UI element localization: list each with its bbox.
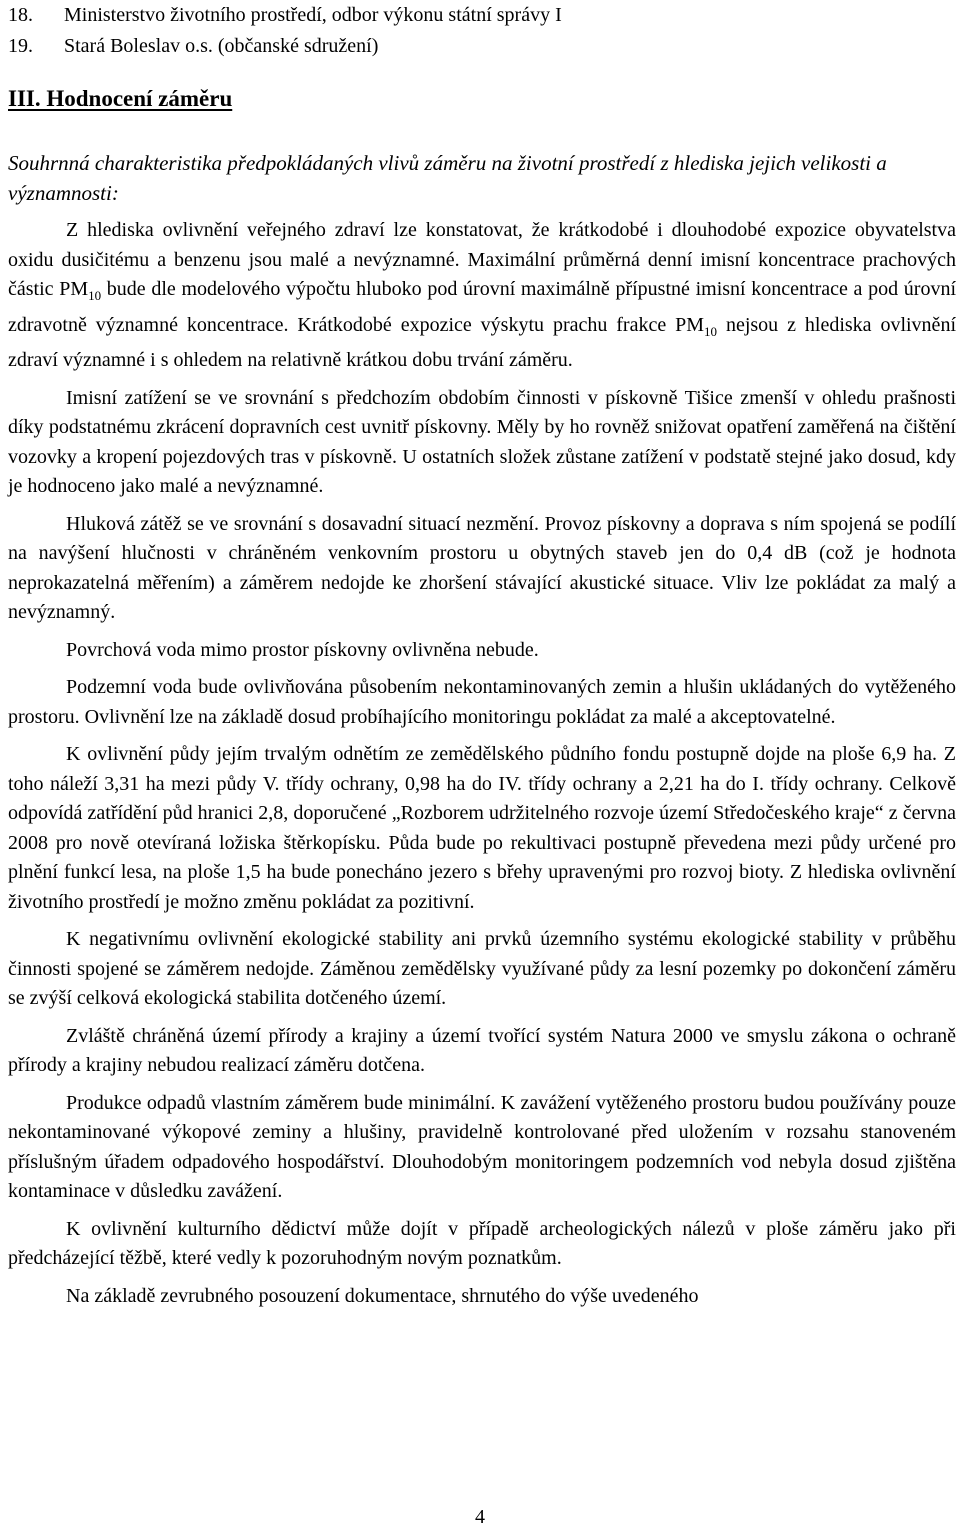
paragraph-waste: Produkce odpadů vlastním záměrem bude minimální. K zavážení vytěženého prostoru budou používány pouze nekontaminované výkopové zeminy a hlušiny, pravidelně kontrolované před uložením v rozsahu stanoveném příslušným úřadem odpadového hospodářství. Dlouhodobým monitoringem podzemních vod nebyla dosud zjištěna kontaminace v důsledku zavážení. [8,1091,956,1202]
body-text [8,216,956,1319]
paragraph-soil: K ovlivnění půdy jejím trvalým odnětím ze zemědělského půdního fondu postupně dojde na ploše 6,9 ha. Z toho náleží 3,31 ha mezi půdy V. třídy ochrany, 0,98 ha do IV. třídy ochrany a 2,21 ha do I. třídy ochrany. Celkově odpovídá zatřídění půd hranici 2,8, doporučené „Rozborem udržitelného rozvoje území Středočeského kraje“ z června 2008 pro nově otevíraná ložiska štěrkopísku. Půda bude po rekultivaci postupně převedena mezi půdy určené pro plnění funkcí lesa, na ploše 1,5 ha bude ponecháno jezero s břehy upravenými pro rozvoj bioty. Z hlediska ovlivnění životního prostředí je možno změnu pokládat za pozitivní. [8,743,956,913]
paragraph-conclusion: Na základě zevrubného posouzení dokumentace, shrnutého do výše uvedeného [66,1284,699,1307]
list-item-18 [8,0,562,30]
paragraph-health [8,216,956,376]
paragraph-air: Imisní zatížení se ve srovnání s předchozím obdobím činnosti v pískovně Tišice zmenší v ohledu prašnosti díky podstatnému zkrácení dopravních cest uvnitř pískovny. Měly by ho rovněž snižovat opatření zaměřená na čištění vozovky a kropení pojezdových tras v pískovně. U ostatních složek zůstane zatížení v podstatě stejné jako dosud, kdy je hodnoceno jako malé a nevýznamné. [8,386,956,497]
section-heading: III. Hodnocení záměru [8,86,233,111]
paragraph-text: Z hlediska ovlivnění veřejného zdraví lze konstatovat, že krátkodobé i dlouhodobé expozice obyvatelstva oxidu dusičitému a benzenu jsou malé a nevýznamné. Maximální průměrná denní imisní koncentrace prachových částic PM [8,219,956,300]
list-number: 18. [8,4,33,26]
subscript: 10 [704,323,718,339]
subscript: 10 [88,288,102,303]
paragraph-noise: Hluková zátěž se ve srovnání s dosavadní situací nezmění. Provoz pískovny a doprava s ním spojená se podílí na navýšení hlučnosti v chráněném venkovním prostoru u obytných staveb jen do 0,4 dB (což je hodnota neprokazatelná měřením) a záměrem nedojde ke zhoršení stávající akustické situace. Vliv lze pokládat za malý a nevýznamný. [8,512,956,623]
paragraph-protected-areas: Zvláště chráněná území přírody a krajiny a území tvořící systém Natura 2000 ve smyslu zákona o ochraně přírody a krajiny nebudou realizací záměru dotčena. [8,1024,956,1076]
paragraph-ecology: K negativnímu ovlivnění ekologické stability ani prvků územního systému ekologické stability v průběhu činnosti spojené se záměrem nedojde. Záměnou zemědělsky využívané půdy za lesní pozemky po dokončení záměru se zvýší celková ekologická stabilita dotčeného území. [8,928,956,1009]
list-item-19 [8,31,378,61]
paragraph-heritage: K ovlivnění kulturního dědictví může dojít v případě archeologických nálezů v ploše záměru jako při předcházející těžbě, které vedly k pozoruhodným novým poznatkům. [8,1217,956,1269]
paragraph-text: bude dle modelového výpočtu hluboko pod úrovní maximálně přípustné imisní koncentrace a pod úrovní zdravotně významné koncentrace. Krátkodobé expozice výskytu prachu frakce PM [8,278,956,336]
page-number: 4 [475,1506,485,1528]
paragraph-text: nejsou z hlediska ovlivnění zdraví významné i s ohledem na relativně krátkou dobu trvání záměru. [8,313,956,371]
paragraph-groundwater: Podzemní voda bude ovlivňována působením nekontaminovaných zemin a hlušin ukládaných do vytěženého prostoru. Ovlivnění lze na základě dosud probíhajícího monitoringu pokládat za malé a akceptovatelné. [8,676,956,728]
list-text: Stará Boleslav o.s. (občanské sdružení) [64,35,379,57]
list-text: Ministerstvo životního prostředí, odbor výkonu státní správy I [64,4,562,26]
paragraph-surface-water: Povrchová voda mimo prostor pískovny ovlivněna nebude. [66,638,539,661]
list-number: 19. [8,35,33,57]
section-summary: Souhrnná charakteristika předpokládaných vlivů záměru na životní prostředí z hlediska jejich velikosti a významnosti: [8,151,887,205]
